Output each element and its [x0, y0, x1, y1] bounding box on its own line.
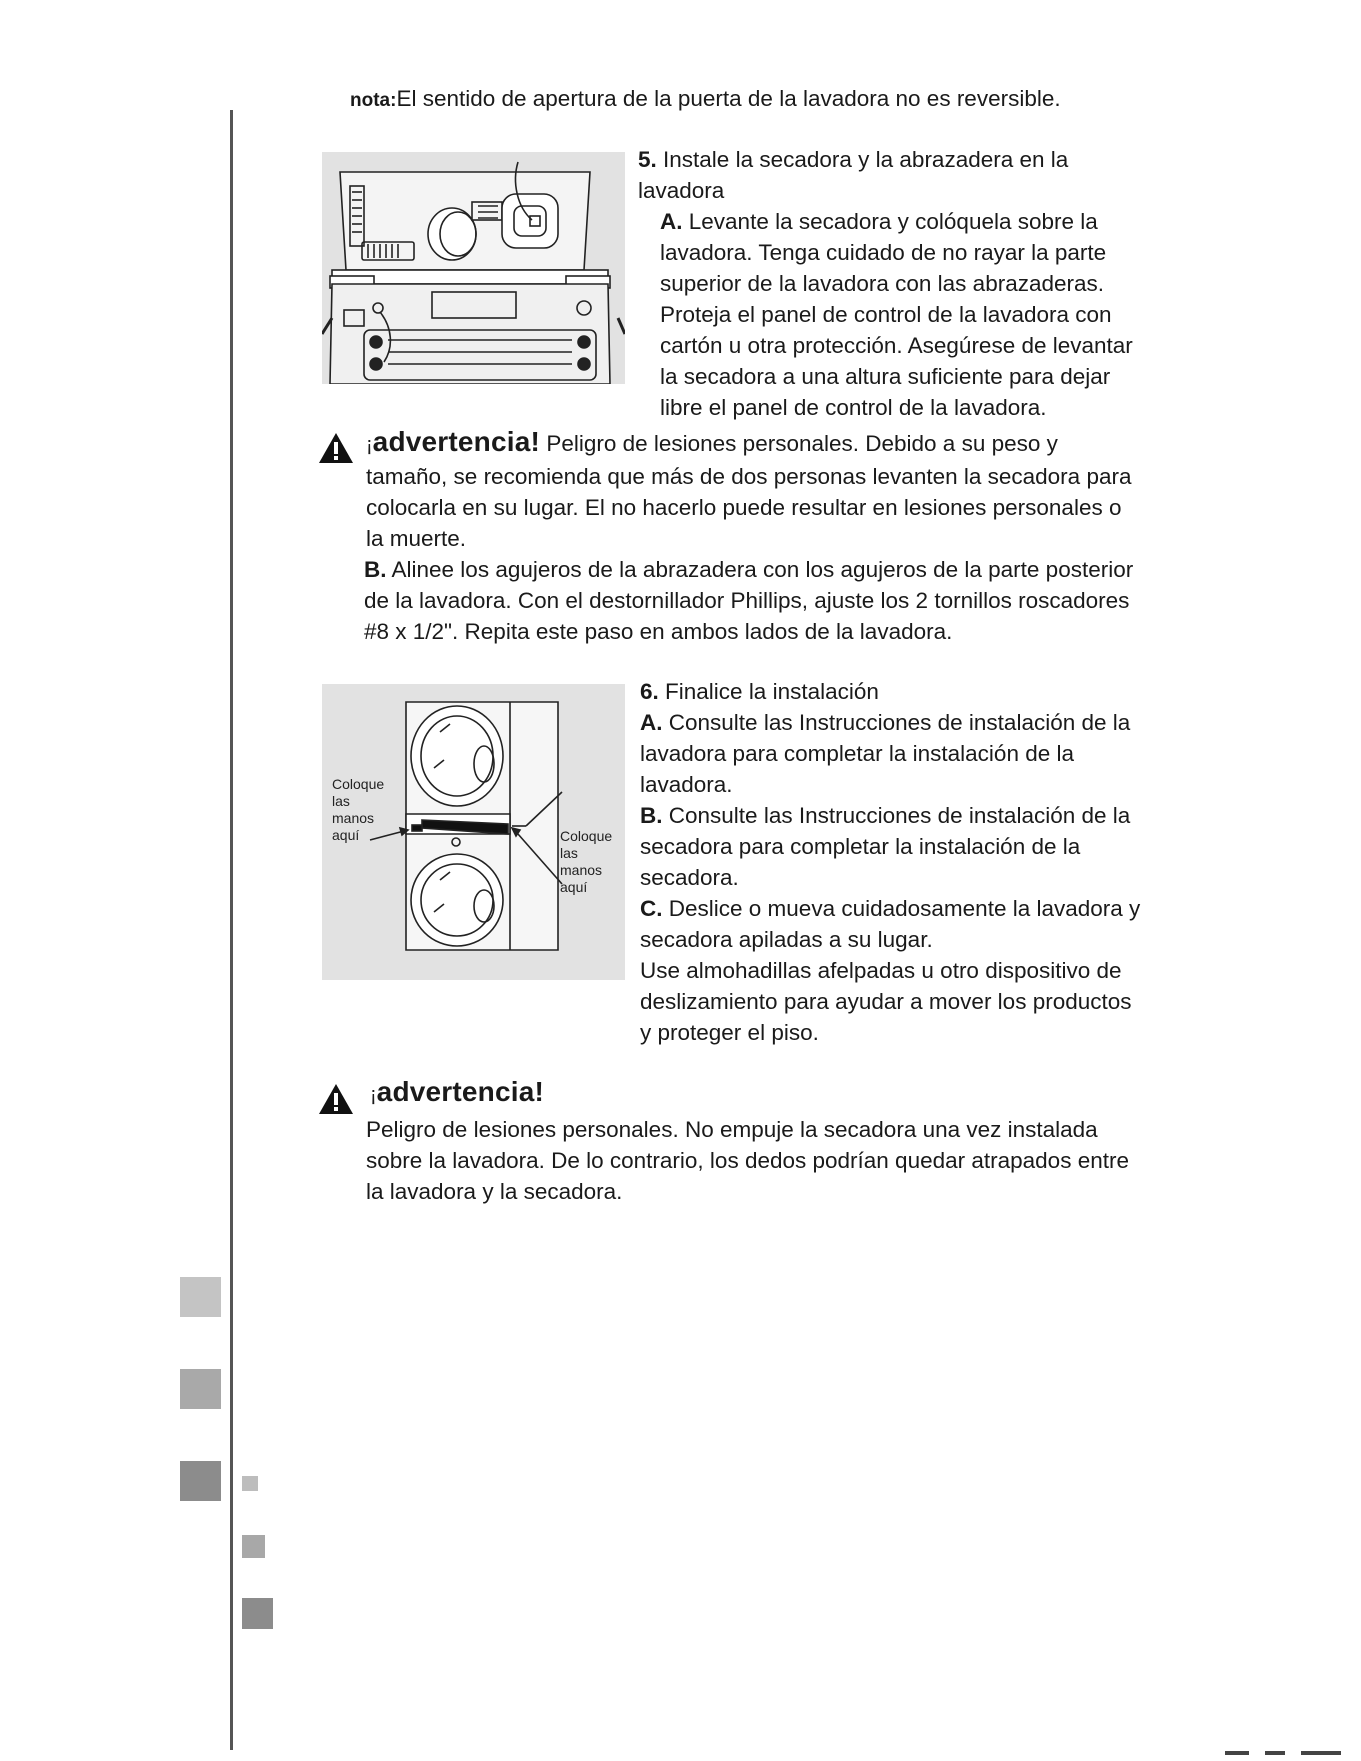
step5-b-text: Alinee los agujeros de la abrazadera con los agujeros de la parte posterior de la lavadora. Con el destornillador Phillips, ajuste los 2 tornillos roscadores #8 x 1/2". Repita este paso en ambos lados de la lavadora. [364, 557, 1134, 644]
callout-left-line: manos [332, 810, 375, 826]
warning1-paragraph [366, 426, 1136, 554]
step5-a-label: A. [660, 209, 683, 234]
step6-c-extra: Use almohadillas afelpadas u otro dispositivo de deslizamiento para ayudar a mover los productos y proteger el piso. [640, 958, 1132, 1045]
step6-title: Finalice la instalación [665, 679, 879, 704]
warning-triangle-icon [318, 432, 354, 464]
step6-block [640, 676, 1145, 1048]
step5-a-text: Levante la secadora y colóquela sobre la lavadora. Tenga cuidado de no rayar la parte superior de la lavadora con las abrazaderas. Proteja el panel de control de la lavadora con cartón u otra protección. Asegúrese de levantar la secadora a una altura suficiente para dejar libre el panel de control de la lavadora. [660, 209, 1133, 420]
callout-right-line: Coloque [560, 828, 613, 844]
step5-number: 5. [638, 147, 657, 172]
bullet-large [242, 1598, 273, 1629]
note-label: nota: [350, 90, 397, 111]
callout-left-line: Coloque [332, 776, 385, 792]
step6-a [640, 707, 1145, 800]
callout-left-line: las [332, 793, 350, 809]
step5-title: Instale la secadora y la abrazadera en la lavadora [638, 147, 1069, 203]
callout-right-line: aquí [560, 879, 588, 895]
warning1-title: advertencia! [372, 426, 541, 457]
bullet-medium [242, 1535, 265, 1558]
warning1-block [366, 426, 1136, 647]
bullet-small [242, 1476, 258, 1491]
step5-block [638, 144, 1148, 423]
note-line [350, 83, 1061, 116]
footer-marks [1225, 1750, 1355, 1756]
step6-number: 6. [640, 679, 659, 704]
callout-left-line: aquí [332, 827, 360, 843]
step6-a-label: A. [640, 710, 663, 735]
warning2-inverted-mark: ¡ [370, 1084, 377, 1106]
figure-stacked-units [322, 684, 625, 980]
step5-heading [638, 144, 1148, 206]
step6-b [640, 800, 1145, 893]
step5-b [364, 554, 1136, 647]
step6-c-text: Deslice o mueva cuidadosamente la lavadora y secadora apiladas a su lugar. [640, 896, 1141, 952]
margin-divider [230, 110, 233, 1750]
side-tab-mid [180, 1369, 221, 1409]
callout-right-line: manos [560, 862, 603, 878]
side-tab-dark [180, 1461, 221, 1501]
step6-c-label: C. [640, 896, 663, 921]
warning-triangle-icon [318, 1083, 354, 1115]
note-text: El sentido de apertura de la puerta de la lavadora no es reversible. [396, 86, 1061, 111]
step6-c [640, 893, 1145, 955]
figure-bracket-install [322, 152, 625, 384]
callout-right [560, 828, 612, 896]
warning1-inverted-mark: ¡ [366, 434, 373, 456]
bracket-illustration [322, 152, 625, 384]
step6-a-text: Consulte las Instrucciones de instalación de la lavadora para completar la instalación de la lavadora. [640, 710, 1131, 797]
step5-a [638, 206, 1148, 423]
callout-left [332, 776, 384, 844]
callout-right-line: las [560, 845, 578, 861]
step6-b-text: Consulte las Instrucciones de instalación de la secadora para completar la instalación de la secadora. [640, 803, 1131, 890]
warning2-title: advertencia! [376, 1076, 545, 1107]
warning2-title-line [370, 1076, 544, 1111]
warning2-text: Peligro de lesiones personales. No empuje la secadora una vez instalada sobre la lavadora. De lo contrario, los dedos podrían quedar atrapados entre la lavadora y la secadora. [366, 1117, 1129, 1204]
side-tab-light [180, 1277, 221, 1317]
step5-b-label: B. [364, 557, 387, 582]
warning1-text: Peligro de lesiones personales. Debido a su peso y tamaño, se recomienda que más de dos personas levanten la secadora para colocarla en su lugar. El no hacerlo puede resultar en lesiones personales o la muerte. [366, 431, 1132, 551]
step6-b-label: B. [640, 803, 663, 828]
step6-heading [640, 676, 1145, 707]
